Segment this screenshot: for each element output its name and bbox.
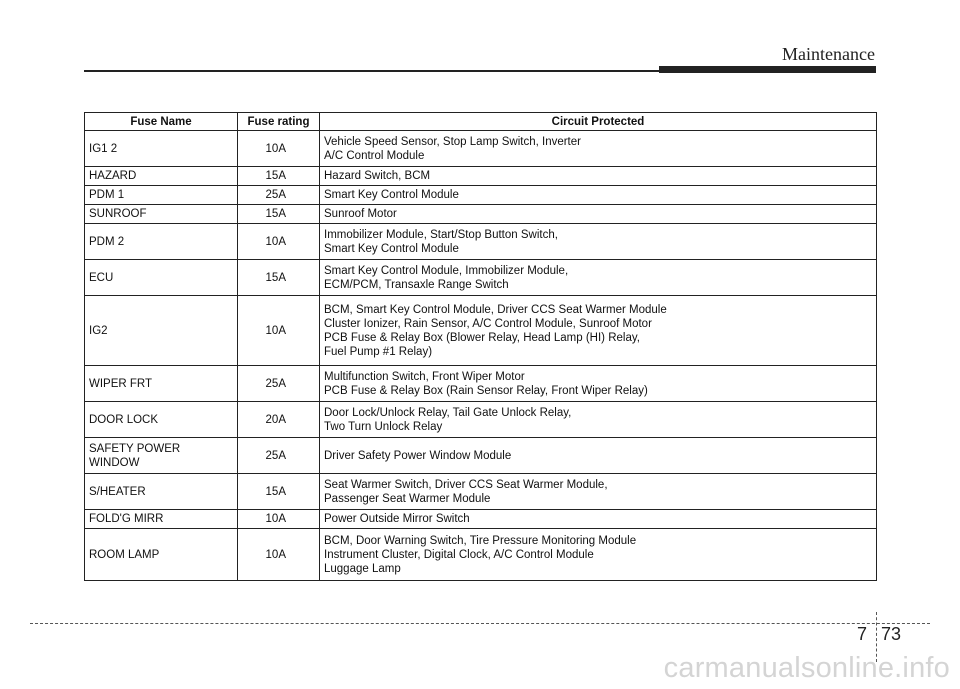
circuit-protected-cell: Driver Safety Power Window Module <box>320 438 877 474</box>
table-row <box>85 474 877 510</box>
circuit-protected-cell: Door Lock/Unlock Relay, Tail Gate Unlock Relay, Two Turn Unlock Relay <box>320 402 877 438</box>
fuse-name-cell: HAZARD <box>85 167 238 186</box>
circuit-protected-cell: Multifunction Switch, Front Wiper Motor PCB Fuse & Relay Box (Rain Sensor Relay, Front Wiper Relay) <box>320 366 877 402</box>
page-number: 73 <box>881 624 902 644</box>
circuit-protected-cell: Seat Warmer Switch, Driver CCS Seat Warmer Module, Passenger Seat Warmer Module <box>320 474 877 510</box>
fuse-name-cell: PDM 2 <box>85 224 238 260</box>
table-row <box>85 366 877 402</box>
fuse-table-body <box>85 131 877 581</box>
column-header-fuse-name: Fuse Name <box>85 113 238 131</box>
fuse-name-cell: S/HEATER <box>85 474 238 510</box>
footer-dashed-rule <box>30 623 930 624</box>
header-rule-thick <box>659 66 876 73</box>
table-header-row <box>85 113 877 131</box>
circuit-protected-cell: Smart Key Control Module <box>320 186 877 205</box>
fuse-rating-cell: 25A <box>238 186 320 205</box>
fuse-rating-cell: 15A <box>238 205 320 224</box>
fuse-name-cell: IG1 2 <box>85 131 238 167</box>
circuit-protected-cell: Smart Key Control Module, Immobilizer Module, ECM/PCM, Transaxle Range Switch <box>320 260 877 296</box>
circuit-protected-cell: Vehicle Speed Sensor, Stop Lamp Switch, Inverter A/C Control Module <box>320 131 877 167</box>
fuse-name-cell: SUNROOF <box>85 205 238 224</box>
fuse-rating-cell: 15A <box>238 260 320 296</box>
fuse-rating-cell: 10A <box>238 529 320 581</box>
fuse-rating-cell: 25A <box>238 438 320 474</box>
page-header-title: Maintenance <box>782 44 875 64</box>
table-row <box>85 296 877 366</box>
chapter-number: 7 <box>857 624 868 644</box>
table-row <box>85 438 877 474</box>
fuse-rating-cell: 10A <box>238 131 320 167</box>
table-row <box>85 529 877 581</box>
table-row <box>85 260 877 296</box>
table-row <box>85 224 877 260</box>
fuse-rating-cell: 10A <box>238 510 320 529</box>
circuit-protected-cell: Immobilizer Module, Start/Stop Button Switch, Smart Key Control Module <box>320 224 877 260</box>
circuit-protected-cell: Power Outside Mirror Switch <box>320 510 877 529</box>
table-row <box>85 402 877 438</box>
fuse-rating-cell: 20A <box>238 402 320 438</box>
table-row <box>85 510 877 529</box>
table-row <box>85 167 877 186</box>
fuse-name-cell: WIPER FRT <box>85 366 238 402</box>
fuse-name-cell: ECU <box>85 260 238 296</box>
header-rule-thin <box>84 70 659 72</box>
fuse-rating-cell: 15A <box>238 167 320 186</box>
fuse-name-cell: IG2 <box>85 296 238 366</box>
circuit-protected-cell: BCM, Door Warning Switch, Tire Pressure Monitoring Module Instrument Cluster, Digital Clock, A/C Control Module Luggage Lamp <box>320 529 877 581</box>
table-row <box>85 186 877 205</box>
fuse-name-cell: PDM 1 <box>85 186 238 205</box>
fuse-rating-cell: 15A <box>238 474 320 510</box>
fuse-rating-cell: 10A <box>238 296 320 366</box>
circuit-protected-cell: Hazard Switch, BCM <box>320 167 877 186</box>
fuse-name-cell: ROOM LAMP <box>85 529 238 581</box>
circuit-protected-cell: Sunroof Motor <box>320 205 877 224</box>
fuse-rating-cell: 10A <box>238 224 320 260</box>
column-header-fuse-rating: Fuse rating <box>238 113 320 131</box>
fuse-name-cell: DOOR LOCK <box>85 402 238 438</box>
watermark: carmanualsonline.info <box>663 652 950 684</box>
fuse-name-cell: FOLD'G MIRR <box>85 510 238 529</box>
table-row <box>85 131 877 167</box>
fuse-table <box>84 112 877 581</box>
table-row <box>85 205 877 224</box>
circuit-protected-cell: BCM, Smart Key Control Module, Driver CCS Seat Warmer Module Cluster Ionizer, Rain Sensor, A/C Control Module, Sunroof Motor PCB Fuse & Relay Box (Blower Relay, Head Lamp (HI) Relay, Fuel Pump #1 Relay) <box>320 296 877 366</box>
column-header-circuit-protected: Circuit Protected <box>320 113 877 131</box>
fuse-name-cell: SAFETY POWER WINDOW <box>85 438 238 474</box>
fuse-rating-cell: 25A <box>238 366 320 402</box>
